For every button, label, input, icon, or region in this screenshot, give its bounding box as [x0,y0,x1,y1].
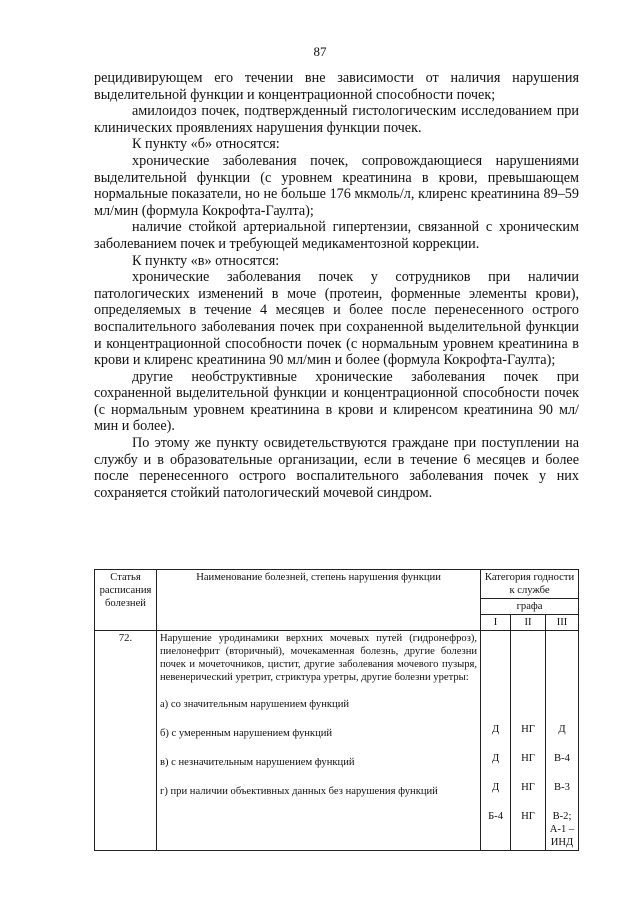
grade-b-3: В-4 [554,753,570,764]
header-col-3: III [545,615,578,631]
paragraph: По этому же пункту освидетельствуются граждане при поступлении на службу и в образовательные организации, если в течение 6 месяцев и более после перенесенного острого воспалительного заболевания почек у них сохраняется стойкий патологический мочевой синдром. [94,435,579,501]
paragraph: рецидивирующем его течении вне зависимости от наличия нарушения выделительной функции и концентрационной способности почек; [94,70,579,103]
header-graph: графа [481,599,579,615]
grade-c-2: НГ [521,782,535,793]
header-col-2: II [511,615,546,631]
grade-c-1: Д [491,782,500,793]
paragraph: амилоидоз почек, подтвержденный гистологическим исследованием при клинических проявлениях нарушения функции почек. [94,103,579,136]
grade-b-2: НГ [521,753,535,764]
header-category: Категория годности к службе [481,570,579,599]
disease-table [94,569,579,851]
paragraph: хронические заболевания почек, сопровождающиеся нарушениями выделительной функции (с уровнем креатинина в крови, превышающем нормальные показатели, но не больше 176 мкмоль/л, клиренс креатинина 89–59 мл/мин (формула Кокрофта-Гаулта); [94,152,579,219]
grade-col-2 [511,631,546,851]
grade-b-1: Д [491,753,500,764]
row-description: Нарушение уродинамики верхних мочевых путей (гидронефроз), пиелонефрит (вторичный), мочекаменная болезнь, другие болезни почек и мочеточников, цистит, другие заболевания мочевого пузыря, невенерический уретрит, стриктура уретры, другие болезни уретры: [159,633,478,683]
paragraph: наличие стойкой артериальной гипертензии, связанной с хроническим заболеванием почек и требующей медикаментозной коррекции. [94,219,579,252]
page-number: 87 [313,44,327,59]
grade-c-3: В-3 [554,782,570,793]
paragraph: К пункту «б» относятся: [132,136,280,153]
grade-a-2: НГ [521,724,535,735]
subitem-b: б) с умеренным нарушением функций [159,728,333,739]
grade-a-1: Д [491,724,500,735]
grade-a-3: Д [558,724,566,735]
grade-col-3 [545,631,578,851]
paragraph: другие необструктивные хронические заболевания почек при сохраненной выделительной функции и концентрационной способности почек (с нормальным уровнем креатинина в крови и клиренсом креатинина 90 мл/мин и более). [94,368,579,435]
grade-col-1 [481,631,511,851]
subitem-d: г) при наличии объективных данных без нарушения функций [159,786,438,797]
table-row [95,631,579,851]
grade-d-3: В-2; А-1 – ИНД [549,811,575,848]
paragraph: К пункту «в» относятся: [132,252,280,269]
header-name: Наименование болезней, степень нарушения функции [156,570,480,631]
grade-d-2: НГ [521,811,535,822]
grade-d-1: Б-4 [488,811,504,822]
body-text [94,70,579,501]
row-description-cell [156,631,480,851]
subitem-c: в) с незначительным нарушением функций [159,757,355,768]
header-col-1: I [481,615,511,631]
article-number: 72. [95,631,157,851]
paragraph: хронические заболевания почек у сотрудников при наличии патологических изменений в моче (протеин, форменные элементы крови), определяемых в течение 4 месяцев и более после перенесенного острого воспалительного заболевания почек при сохраненной выделительной функции и концентрационной способности почек (с нормальным уровнем креатинина в крови и клиренс креатинина 90 мл/мин и более (формула Кокрофта-Гаулта); [94,269,579,369]
header-article: Статья расписания болезней [95,570,157,631]
subitem-a: а) со значительным нарушением функций [159,699,350,710]
